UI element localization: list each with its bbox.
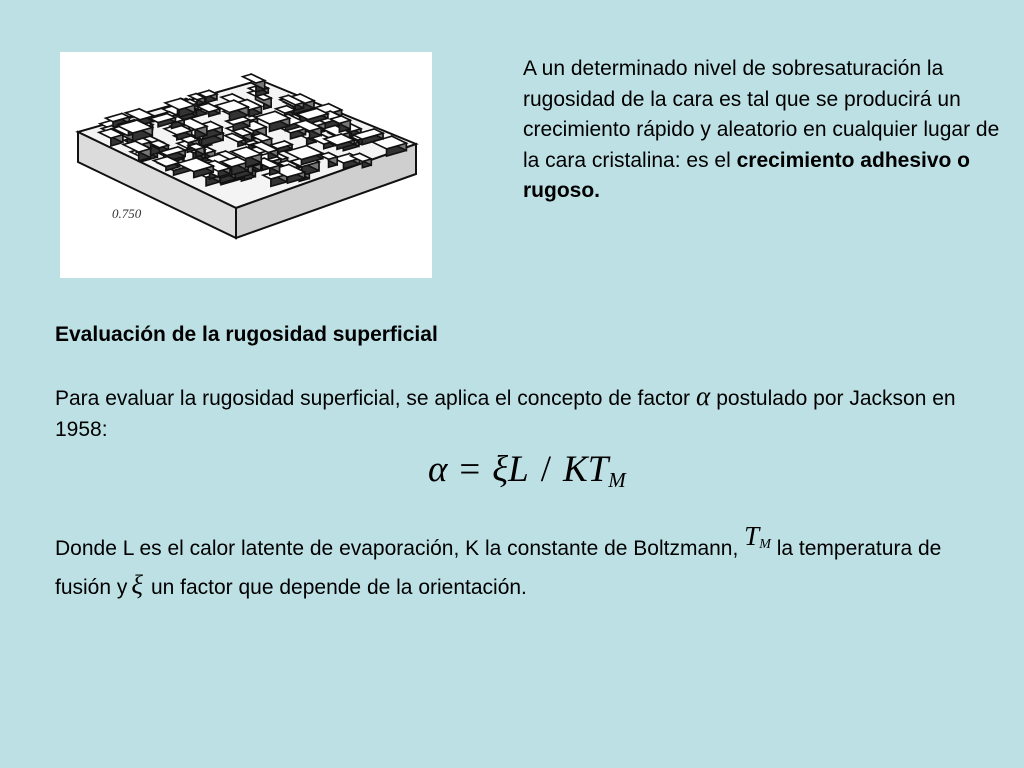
- formula-lhs: α: [428, 449, 448, 490]
- tm-sub: M: [759, 537, 771, 552]
- intro-paragraph: [523, 54, 1003, 207]
- formula-K: K: [563, 449, 588, 490]
- paragraph-definitions: [55, 521, 995, 603]
- intro-text: A un determinado nivel de sobresaturación la rugosidad de la cara es tal que se producirá un crecimiento rápido y aleatorio en cualquier lugar de la cara cristalina: es el: [523, 57, 1000, 172]
- surface-block-top: [243, 74, 265, 83]
- paragraph1-before: Para evaluar la rugosidad superficial, se aplica el concepto de factor: [55, 387, 691, 410]
- tm-symbol: [744, 521, 771, 551]
- paragraph2-part1: Donde L es el calor latente de evaporación, K la constante de Boltzmann,: [55, 537, 739, 560]
- alpha-symbol: α: [696, 381, 711, 411]
- section-title: Evaluación de la rugosidad superficial: [55, 323, 438, 346]
- formula-subscript: M: [608, 468, 626, 492]
- tm-T: T: [744, 521, 760, 551]
- crystal-surface-figure: [60, 52, 432, 278]
- intro-bold-text: crecimiento adhesivo o rugoso.: [523, 148, 971, 202]
- formula-T: T: [587, 449, 609, 490]
- figure-caption: 0.750: [112, 206, 142, 221]
- paragraph1-after: postulado por Jackson en 1958:: [55, 387, 956, 441]
- rough-surface-svg: [60, 52, 432, 278]
- formula-slash: /: [540, 449, 552, 490]
- formula-xi: ξ: [492, 449, 509, 490]
- formula-L: L: [508, 449, 529, 490]
- xi-symbol: ξ: [131, 570, 143, 600]
- paragraph2-part3: un factor que depende de la orientación.: [150, 576, 527, 599]
- paragraph-jackson: [55, 381, 995, 445]
- formula-equals: =: [459, 449, 481, 490]
- paragraph2-part2: la temperatura de fusión y: [55, 537, 942, 599]
- jackson-formula: [428, 448, 626, 493]
